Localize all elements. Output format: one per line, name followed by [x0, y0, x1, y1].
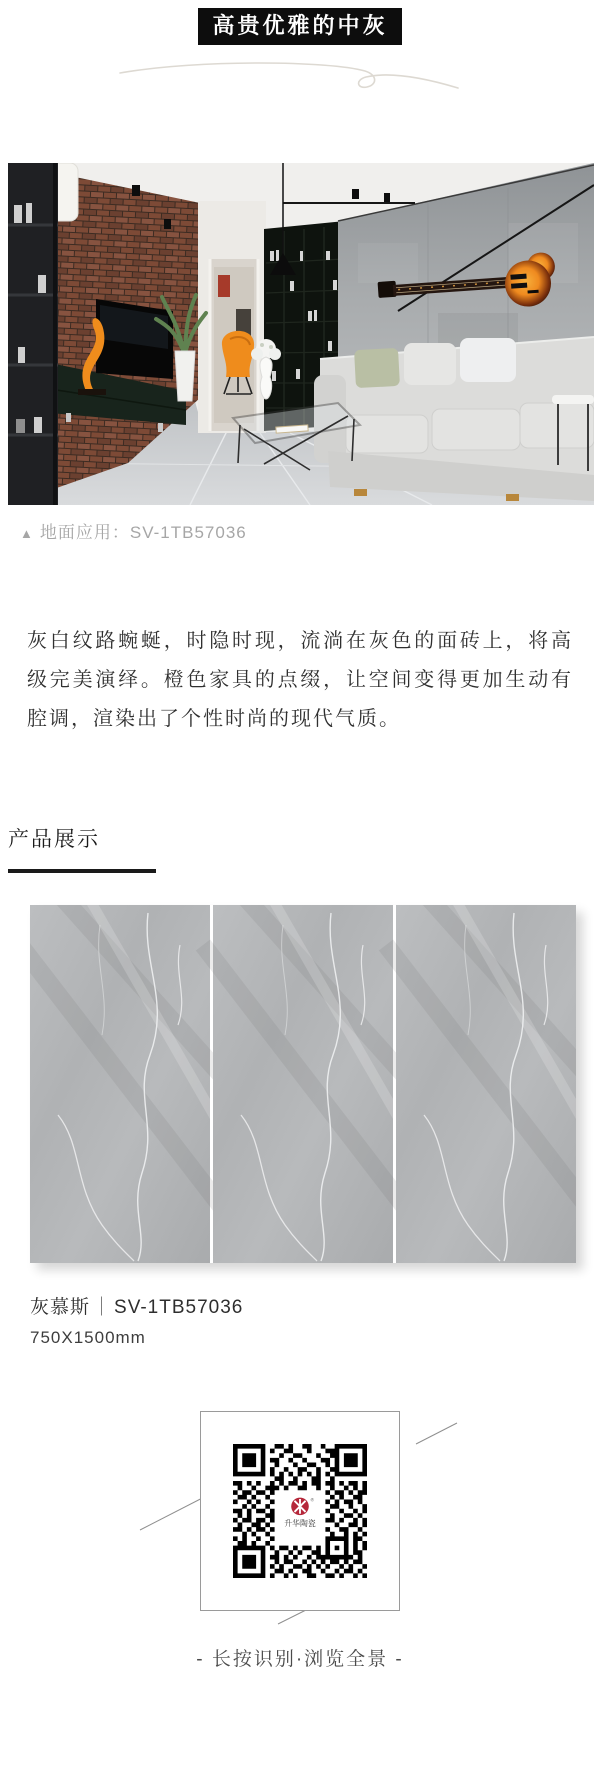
image-caption: [20, 521, 600, 546]
product-code: SV-1TB57036: [114, 1297, 244, 1318]
tv: [96, 299, 173, 379]
product-series: 灰慕斯: [30, 1297, 91, 1318]
product-size: 750X1500mm: [30, 1328, 146, 1347]
tile-product-image[interactable]: [30, 905, 576, 1263]
reg-mark: ®: [310, 1497, 315, 1503]
living-room-photo[interactable]: [8, 163, 594, 505]
qr-frame: [200, 1411, 400, 1611]
doorway: [198, 201, 266, 433]
flourish-line-icon: [0, 55, 600, 97]
qr-brand-label: 升华陶瓷: [284, 1519, 316, 1529]
intro-paragraph: 灰白纹路蜿蜒，时隐时现，流淌在灰色的面砖上，将高级完美演绎。橙色家具的点缀，让空间变得更加生动有腔调，渲染出了个性时尚的现代气质。: [27, 630, 573, 730]
orange-chair: [222, 331, 254, 394]
product-name: [30, 1295, 600, 1321]
qr-section: [0, 1411, 600, 1637]
caption-text: 地面应用：SV-1TB57036: [39, 523, 247, 542]
qr-code[interactable]: [233, 1444, 367, 1578]
section-title: 产品展示: [8, 828, 100, 851]
section-header: [8, 825, 600, 873]
scan-tip: - 长按识别·浏览全景 -: [196, 1649, 404, 1670]
section-underline: [8, 869, 156, 873]
header: [0, 8, 600, 45]
name-divider: ｜: [92, 1297, 113, 1318]
sofa: [314, 337, 594, 501]
qr-center-logo: [277, 1493, 322, 1534]
metal-shelf: [8, 163, 58, 505]
page-title: 高贵优雅的中灰: [198, 8, 401, 45]
triangle-marker-icon: ▲: [20, 526, 34, 541]
